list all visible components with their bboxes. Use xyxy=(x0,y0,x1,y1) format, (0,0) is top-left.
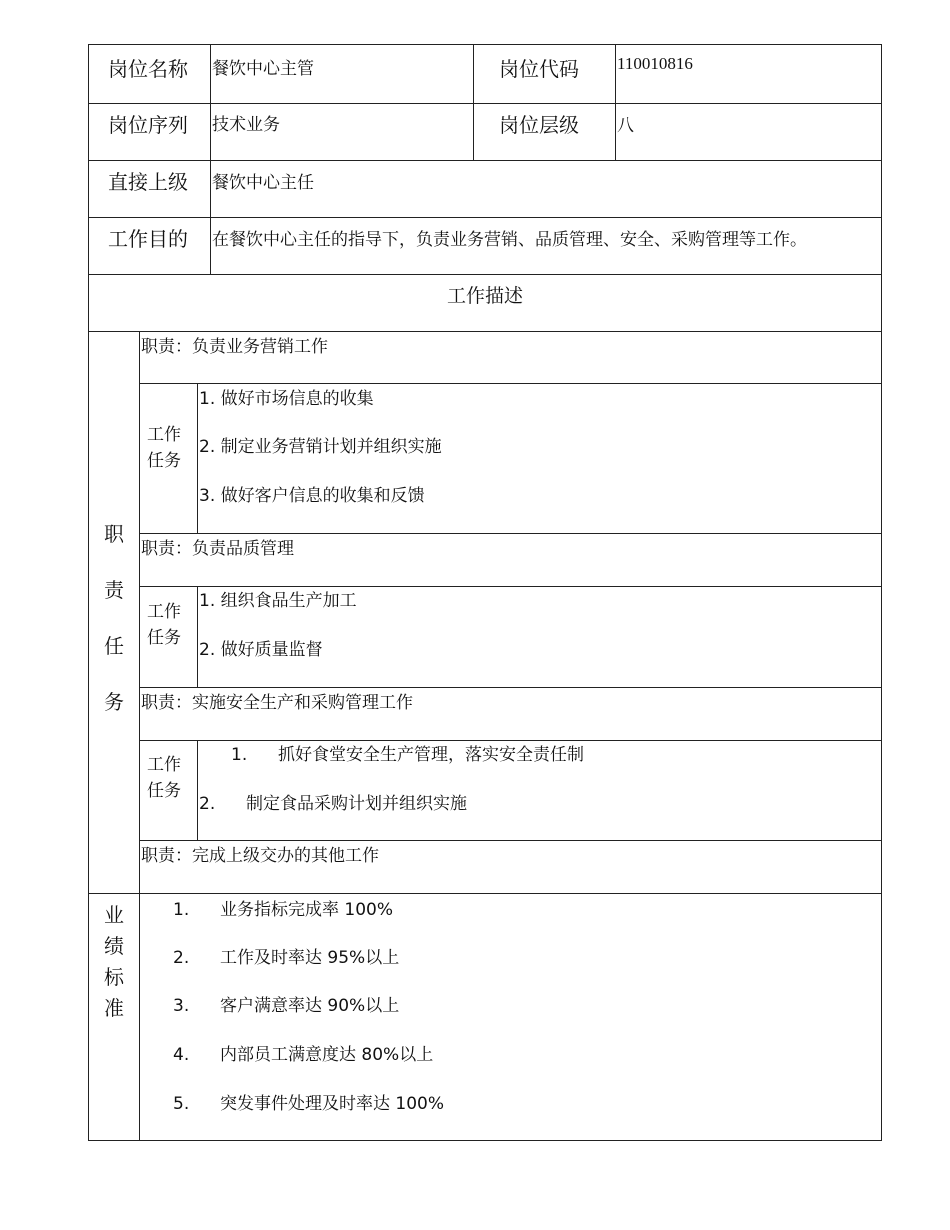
performance-item: 4. 内部员工满意度达 80%以上 xyxy=(173,1045,434,1065)
performance-side-char: 准 xyxy=(104,996,124,1020)
row-divider xyxy=(140,687,882,688)
task-label: 工作 xyxy=(147,425,181,445)
duty-title: 职责：实施安全生产和采购管理工作 xyxy=(141,693,413,713)
task-label: 工作 xyxy=(147,755,181,775)
task-item: 1. 组织食品生产加工 xyxy=(199,591,357,611)
duties-side-char: 务 xyxy=(104,690,124,714)
task-item: 2. 做好质量监督 xyxy=(199,640,323,660)
performance-item: 5. 突发事件处理及时率达 100% xyxy=(173,1094,445,1114)
row-divider xyxy=(88,103,882,104)
task-item: 2. 制定食品采购计划并组织实施 xyxy=(199,794,467,814)
task-label: 任务 xyxy=(147,628,181,648)
row-divider xyxy=(140,383,882,384)
task-label: 任务 xyxy=(147,781,181,801)
task-item: 2. 制定业务营销计划并组织实施 xyxy=(199,437,442,457)
task-item: 1. 抓好食堂安全生产管理，落实安全责任制 xyxy=(231,745,584,765)
col-divider xyxy=(197,383,198,533)
duties-side-char: 任 xyxy=(104,634,124,658)
duty-title: 职责：负责业务营销工作 xyxy=(141,337,328,357)
duties-side-char: 责 xyxy=(104,578,124,602)
performance-item: 2. 工作及时率达 95%以上 xyxy=(173,948,400,968)
position-name-value: 餐饮中心主管 xyxy=(212,59,314,78)
performance-side-char: 标 xyxy=(104,965,124,989)
purpose-value: 在餐饮中心主任的指导下，负责业务营销、品质管理、安全、采购管理等工作。 xyxy=(212,230,807,249)
row-divider xyxy=(88,331,882,332)
col-divider xyxy=(197,740,198,840)
performance-side-char: 绩 xyxy=(104,934,124,958)
task-item: 1. 做好市场信息的收集 xyxy=(199,389,374,409)
duty-title: 职责：完成上级交办的其他工作 xyxy=(141,846,379,866)
purpose-label: 工作目的 xyxy=(108,227,188,251)
row-divider xyxy=(140,740,882,741)
position-code-value: 110010816 xyxy=(617,54,693,73)
row-divider xyxy=(88,893,882,894)
row-divider xyxy=(140,586,882,587)
col-divider xyxy=(197,586,198,687)
task-label: 工作 xyxy=(147,602,181,622)
performance-side-char: 业 xyxy=(104,903,124,927)
section-title: 工作描述 xyxy=(446,285,523,307)
supervisor-value: 餐饮中心主任 xyxy=(212,173,314,192)
task-label: 任务 xyxy=(147,451,181,471)
supervisor-label: 直接上级 xyxy=(108,170,188,194)
sequence-label: 岗位序列 xyxy=(108,113,188,137)
row-divider xyxy=(140,840,882,841)
level-value: 八 xyxy=(617,116,634,135)
position-name-label: 岗位名称 xyxy=(108,57,188,81)
col-divider xyxy=(473,44,474,160)
position-code-label: 岗位代码 xyxy=(499,57,579,81)
performance-item: 1. 业务指标完成率 100% xyxy=(173,900,394,920)
row-divider xyxy=(88,217,882,218)
col-divider xyxy=(139,331,140,1141)
col-divider xyxy=(615,44,616,160)
col-divider xyxy=(210,44,211,274)
level-label: 岗位层级 xyxy=(499,113,579,137)
row-divider xyxy=(140,533,882,534)
duties-side-char: 职 xyxy=(104,522,124,546)
row-divider xyxy=(88,274,882,275)
duty-title: 职责：负责品质管理 xyxy=(141,539,294,559)
task-item: 3. 做好客户信息的收集和反馈 xyxy=(199,486,425,506)
performance-item: 3. 客户满意率达 90%以上 xyxy=(173,996,400,1016)
row-divider xyxy=(88,160,882,161)
sequence-value: 技术业务 xyxy=(212,115,280,134)
